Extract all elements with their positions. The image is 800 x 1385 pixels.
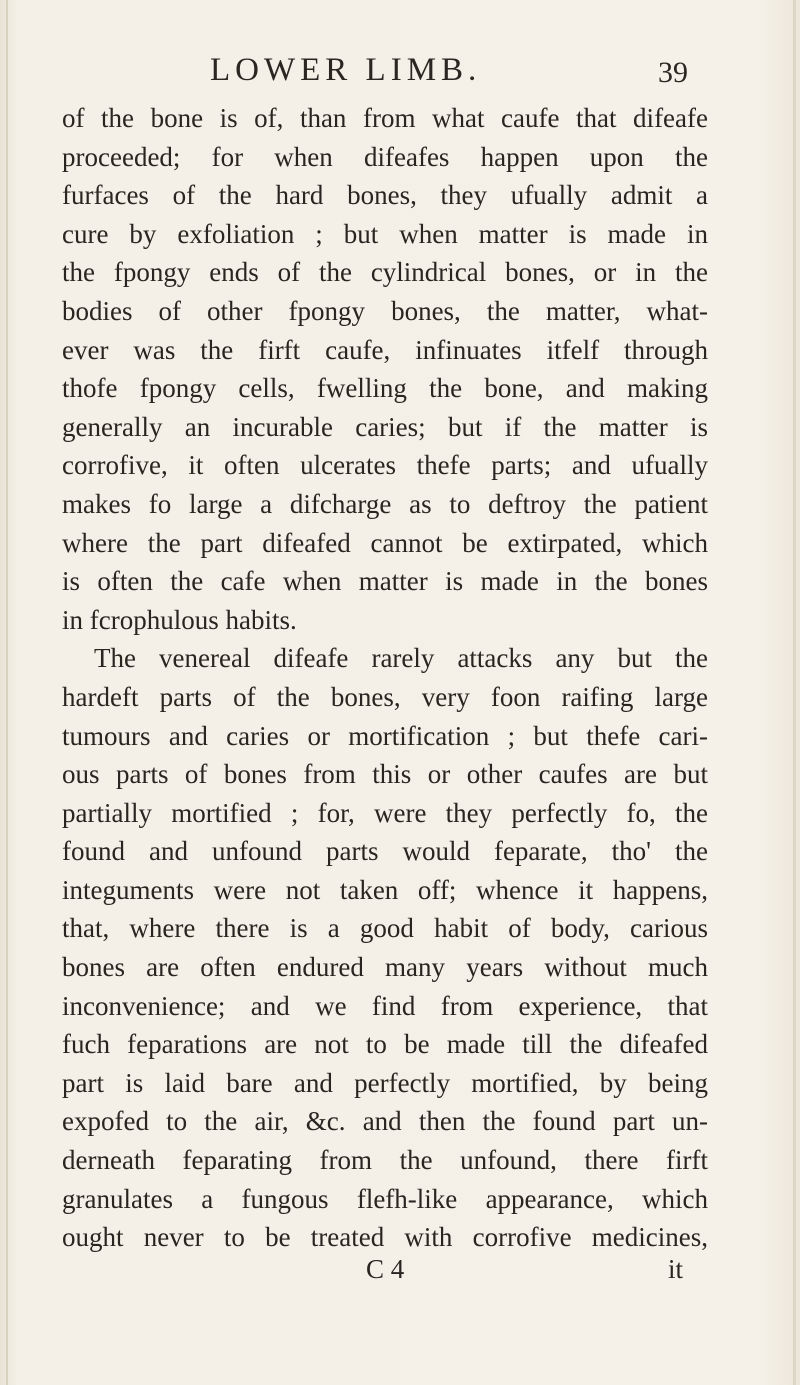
text-line: that, where there is a good habit of body, carious	[62, 913, 708, 944]
text-line: of the bone is of, than from what caufe that difeafe	[62, 103, 708, 133]
page-edge-shadow	[793, 0, 796, 1385]
text-line: makes fo large a difcharge as to deftroy the patient	[62, 488, 708, 519]
text-line: thofe fpongy cells, fwelling the bone, and making	[62, 373, 708, 404]
text-line: generally an incurable caries; but if the matter is	[62, 411, 708, 442]
text-line: bones are often endured many years without much	[62, 952, 708, 983]
page-number: 39	[658, 56, 688, 89]
paragraph-start-line: The venereal difeafe rarely attacks any but the	[94, 643, 708, 674]
text-line: furfaces of the hard bones, they ufually admit a	[62, 180, 708, 211]
signature-mark: C 4	[366, 1254, 405, 1284]
text-line: ever was the firft caufe, infinuates itfelf through	[62, 334, 708, 365]
text-line: fuch feparations are not to be made till the difeafed	[62, 1029, 708, 1060]
text-line: partially mortified ; for, were they perfectly fo, the	[62, 797, 708, 828]
text-line: expofed to the air, &c. and then the found part un-	[62, 1106, 708, 1137]
text-line: cure by exfoliation ; but when matter is made in	[62, 218, 708, 249]
text-line: granulates a fungous flefh-like appearance, which	[62, 1183, 708, 1214]
running-title: LOWER LIMB.	[210, 52, 482, 88]
text-line: where the part difeafed cannot be extirpated, which	[62, 527, 708, 558]
paragraph-end-line: in fcrophulous habits.	[62, 604, 297, 635]
catchword: it	[668, 1254, 684, 1284]
text-line: part is laid bare and perfectly mortified, by being	[62, 1067, 708, 1098]
text-line: ought never to be treated with corrofive medicines,	[62, 1222, 708, 1253]
text-line: is often the cafe when matter is made in the bones	[62, 566, 708, 597]
text-line: integuments were not taken off; whence it happens,	[62, 874, 708, 905]
text-line: derneath feparating from the unfound, there firft	[62, 1145, 708, 1176]
text-line: hardeft parts of the bones, very foon raifing large	[62, 681, 708, 712]
text-line: corrofive, it often ulcerates thefe parts; and ufually	[62, 450, 708, 481]
text-line: ous parts of bones from this or other caufes are but	[62, 759, 708, 790]
body-text	[62, 99, 708, 1257]
text-line: inconvenience; and we find from experience, that	[62, 990, 708, 1021]
text-line: tumours and caries or mortification ; but thefe cari-	[62, 720, 708, 751]
text-line: proceeded; for when difeafes happen upon the	[62, 141, 708, 172]
text-line: bodies of other fpongy bones, the matter, what-	[62, 295, 708, 326]
text-line: the fpongy ends of the cylindrical bones, or in the	[62, 257, 708, 288]
page-gutter-shadow	[6, 0, 8, 1385]
text-line: found and unfound parts would feparate, tho' the	[62, 836, 708, 867]
